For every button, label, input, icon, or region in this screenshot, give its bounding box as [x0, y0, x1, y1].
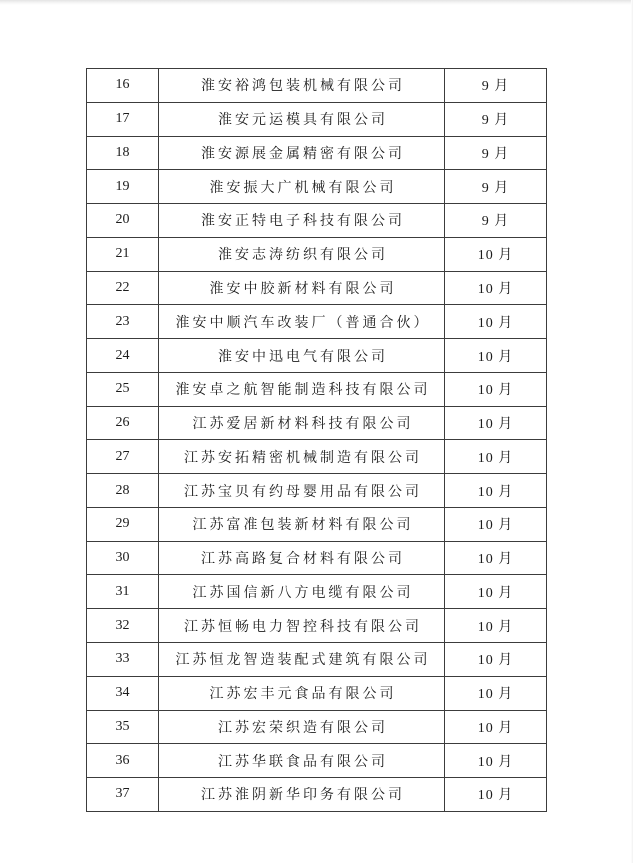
month-cell: 10 月: [477, 315, 514, 331]
company-name-cell: 江苏恒龙智造装配式建筑有限公司: [158, 643, 445, 676]
company-name-cell: 淮安中迅电气有限公司: [158, 339, 445, 372]
month-cell: 10 月: [477, 417, 514, 433]
row-number-cell: 25: [115, 381, 130, 397]
month-cell: 10 月: [477, 788, 514, 804]
row-number-cell: 16: [115, 77, 130, 93]
company-name-cell: 江苏淮阴新华印务有限公司: [158, 778, 445, 811]
row-number-cell: 28: [115, 482, 130, 498]
table-row: [87, 203, 546, 237]
table-row: [87, 676, 546, 710]
company-name-cell: 江苏华联食品有限公司: [158, 744, 445, 777]
month-cell: 10 月: [477, 687, 514, 703]
company-month-table: [86, 68, 547, 812]
row-number-cell: 34: [115, 685, 130, 701]
company-name-cell: 江苏富准包装新材料有限公司: [158, 508, 445, 541]
row-number-cell: 35: [115, 718, 130, 734]
table-row: [87, 136, 546, 170]
month-cell: 10 月: [477, 619, 514, 635]
month-cell: 9 月: [481, 79, 510, 95]
company-name-cell: 淮安源展金属精密有限公司: [158, 137, 445, 170]
table-row: [87, 473, 546, 507]
company-name-cell: 淮安元运模具有限公司: [158, 103, 445, 136]
row-number-cell: 17: [115, 111, 130, 127]
month-cell: 10 月: [477, 518, 514, 534]
month-cell: 10 月: [477, 720, 514, 736]
company-name-cell: 江苏恒畅电力智控科技有限公司: [158, 609, 445, 642]
row-number-cell: 29: [115, 516, 130, 532]
table-row: [87, 710, 546, 744]
month-cell: 10 月: [477, 585, 514, 601]
company-name-cell: 淮安中顺汽车改装厂（普通合伙）: [158, 305, 445, 338]
company-name-cell: 江苏国信新八方电缆有限公司: [158, 575, 445, 608]
row-number-cell: 37: [115, 786, 130, 802]
row-number-cell: 19: [115, 178, 130, 194]
table-row: [87, 507, 546, 541]
company-name-cell: 江苏爱居新材料科技有限公司: [158, 407, 445, 440]
month-cell: 10 月: [477, 349, 514, 365]
row-number-cell: 21: [115, 246, 130, 262]
table-row: [87, 541, 546, 575]
table-row: [87, 743, 546, 777]
table-row: [87, 304, 546, 338]
month-cell: 10 月: [477, 653, 514, 669]
month-cell: 10 月: [477, 281, 514, 297]
row-number-cell: 27: [115, 448, 130, 464]
row-number-cell: 32: [115, 617, 130, 633]
row-number-cell: 26: [115, 415, 130, 431]
month-cell: 10 月: [477, 552, 514, 568]
table-row: [87, 69, 546, 102]
row-number-cell: 23: [115, 313, 130, 329]
table-row: [87, 642, 546, 676]
page-top-edge: [0, 0, 633, 5]
company-name-cell: 江苏宝贝有约母婴用品有限公司: [158, 474, 445, 507]
table-row: [87, 574, 546, 608]
row-number-cell: 20: [115, 212, 130, 228]
company-name-cell: 淮安卓之航智能制造科技有限公司: [158, 373, 445, 406]
row-number-cell: 24: [115, 347, 130, 363]
table-row: [87, 439, 546, 473]
row-number-cell: 22: [115, 279, 130, 295]
company-name-cell: 江苏安拓精密机械制造有限公司: [158, 440, 445, 473]
company-name-cell: 江苏宏荣织造有限公司: [158, 711, 445, 744]
table-row: [87, 338, 546, 372]
table-row: [87, 372, 546, 406]
month-cell: 9 月: [481, 180, 510, 196]
month-cell: 10 月: [477, 383, 514, 399]
month-cell: 9 月: [481, 214, 510, 230]
company-name-cell: 淮安裕鸿包装机械有限公司: [158, 69, 445, 102]
table-row: [87, 406, 546, 440]
table-row: [87, 608, 546, 642]
row-number-cell: 33: [115, 651, 130, 667]
table-row: [87, 237, 546, 271]
company-name-cell: 江苏高路复合材料有限公司: [158, 542, 445, 575]
table-row: [87, 271, 546, 305]
company-name-cell: 江苏宏丰元食品有限公司: [158, 677, 445, 710]
company-name-cell: 淮安中胶新材料有限公司: [158, 272, 445, 305]
company-name-cell: 淮安振大广机械有限公司: [158, 170, 445, 203]
table-row: [87, 777, 546, 811]
table-row: [87, 102, 546, 136]
table-row: [87, 169, 546, 203]
company-name-cell: 淮安志涛纺织有限公司: [158, 238, 445, 271]
month-cell: 10 月: [477, 484, 514, 500]
row-number-cell: 36: [115, 752, 130, 768]
month-cell: 9 月: [481, 113, 510, 129]
month-cell: 10 月: [477, 248, 514, 264]
month-cell: 9 月: [481, 146, 510, 162]
row-number-cell: 18: [115, 144, 130, 160]
row-number-cell: 31: [115, 583, 130, 599]
month-cell: 10 月: [477, 754, 514, 770]
row-number-cell: 30: [115, 550, 130, 566]
month-cell: 10 月: [477, 450, 514, 466]
company-name-cell: 淮安正特电子科技有限公司: [158, 204, 445, 237]
